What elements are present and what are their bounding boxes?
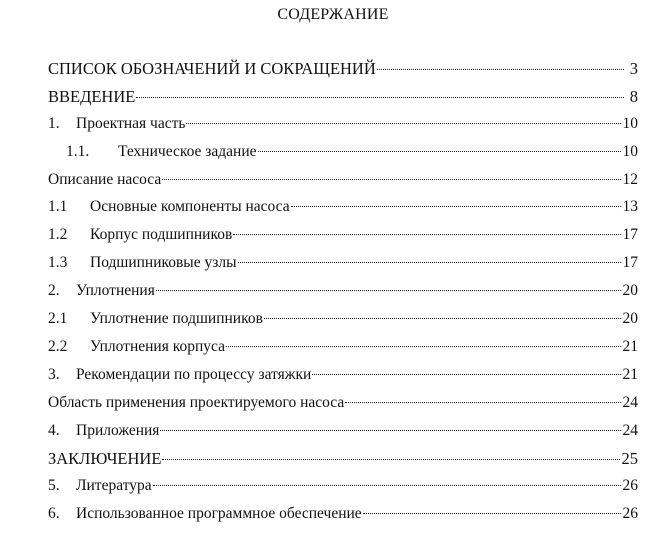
toc-entry-label: Техническое задание (118, 142, 257, 160)
toc-entry-page: 17 (622, 226, 638, 244)
toc-entry[interactable] (48, 477, 638, 505)
dot-leader (238, 262, 621, 263)
dot-leader (156, 290, 621, 291)
toc-entry-page: 26 (622, 505, 638, 523)
toc-entry[interactable] (48, 505, 638, 533)
toc-entry[interactable] (48, 449, 638, 477)
toc-entry-label: Основные компоненты насоса (90, 198, 290, 216)
toc-entry-number: 2.1 (48, 310, 68, 328)
toc-entry-label: Область применения проектируемого насоса (48, 393, 345, 411)
toc-entry[interactable] (48, 198, 638, 226)
toc-entry-label: Использованное программное обеспечение (76, 505, 362, 523)
toc-entry-page: 26 (622, 477, 638, 495)
toc-entry-number: 4. (48, 421, 60, 439)
toc-entry-label: ЗАКЛЮЧЕНИЕ (48, 449, 162, 469)
toc-entry-number: 1.2 (48, 226, 68, 244)
toc-entry[interactable] (48, 366, 638, 394)
toc-entry[interactable] (48, 282, 638, 310)
toc-entry-page: 17 (622, 254, 638, 272)
toc-entry-label: ВВЕДЕНИЕ (48, 86, 136, 106)
dot-leader (136, 97, 624, 98)
toc-entry-page: 3 (629, 59, 638, 78)
toc-entry[interactable] (48, 422, 638, 450)
toc-entry[interactable] (48, 338, 638, 366)
toc-entry[interactable] (48, 171, 638, 199)
dot-leader (258, 151, 621, 152)
toc-entry[interactable] (48, 310, 638, 338)
toc-entry-label: Описание насоса (48, 170, 162, 188)
toc-entry-page: 10 (622, 142, 638, 160)
toc-entry[interactable] (48, 115, 638, 143)
toc-entry-label: Приложения (76, 421, 160, 439)
dot-leader (264, 318, 621, 319)
dot-leader (153, 485, 621, 486)
toc-entry-label: Уплотнения (76, 282, 155, 300)
toc-entry-page: 12 (622, 170, 638, 188)
toc-entry-label: Уплотнения корпуса (90, 337, 225, 355)
toc-entry-label: Уплотнение подшипников (90, 310, 263, 328)
toc-entry-label: Проектная часть (76, 114, 186, 132)
toc-entry-label: Подшипниковые узлы (90, 254, 237, 272)
dot-leader (160, 430, 620, 431)
toc-entry-label: СПИСОК ОБОЗНАЧЕНИЙ И СОКРАЩЕНИЙ (48, 59, 376, 78)
toc-entry[interactable] (48, 226, 638, 254)
dot-leader (162, 459, 619, 460)
toc-title: СОДЕРЖАНИЕ (277, 6, 389, 23)
dot-leader (312, 374, 620, 375)
toc-entry-number: 1.3 (48, 254, 68, 272)
toc-entry-number: 5. (48, 477, 60, 495)
toc-entry-number: 6. (48, 505, 60, 523)
dot-leader (162, 179, 620, 180)
dot-leader (363, 513, 621, 514)
dot-leader (233, 234, 620, 235)
toc-entry-page: 20 (622, 310, 638, 328)
dot-leader (377, 69, 624, 70)
toc-entry-page: 24 (622, 393, 638, 411)
toc-entry[interactable] (48, 394, 638, 422)
toc-entry-number: 1.1 (48, 198, 68, 216)
toc-entry[interactable] (48, 87, 638, 115)
table-of-contents (48, 59, 638, 533)
toc-entry-page: 8 (629, 86, 638, 106)
toc-entry-page: 25 (621, 449, 638, 469)
toc-entry-page: 10 (622, 114, 638, 132)
dot-leader (291, 206, 621, 207)
toc-entry[interactable] (48, 59, 638, 87)
toc-entry-number: 2.2 (48, 337, 68, 355)
toc-entry-page: 21 (622, 365, 638, 383)
toc-entry-label: Корпус подшипников (90, 226, 233, 244)
toc-entry-page: 21 (622, 337, 638, 355)
toc-entry-page: 24 (622, 421, 638, 439)
dot-leader (226, 346, 621, 347)
toc-entry-label: Рекомендации по процессу затяжки (76, 365, 312, 383)
toc-entry-page: 20 (622, 282, 638, 300)
dot-leader (186, 123, 620, 124)
toc-entry[interactable] (48, 254, 638, 282)
toc-entry[interactable] (48, 143, 638, 171)
toc-entry-label: Литература (76, 477, 152, 495)
toc-entry-number: 3. (48, 365, 60, 383)
dot-leader (345, 402, 620, 403)
toc-entry-number: 1. (48, 114, 60, 132)
toc-entry-number: 1.1. (66, 142, 90, 160)
toc-entry-page: 13 (622, 198, 638, 216)
toc-entry-number: 2. (48, 282, 60, 300)
